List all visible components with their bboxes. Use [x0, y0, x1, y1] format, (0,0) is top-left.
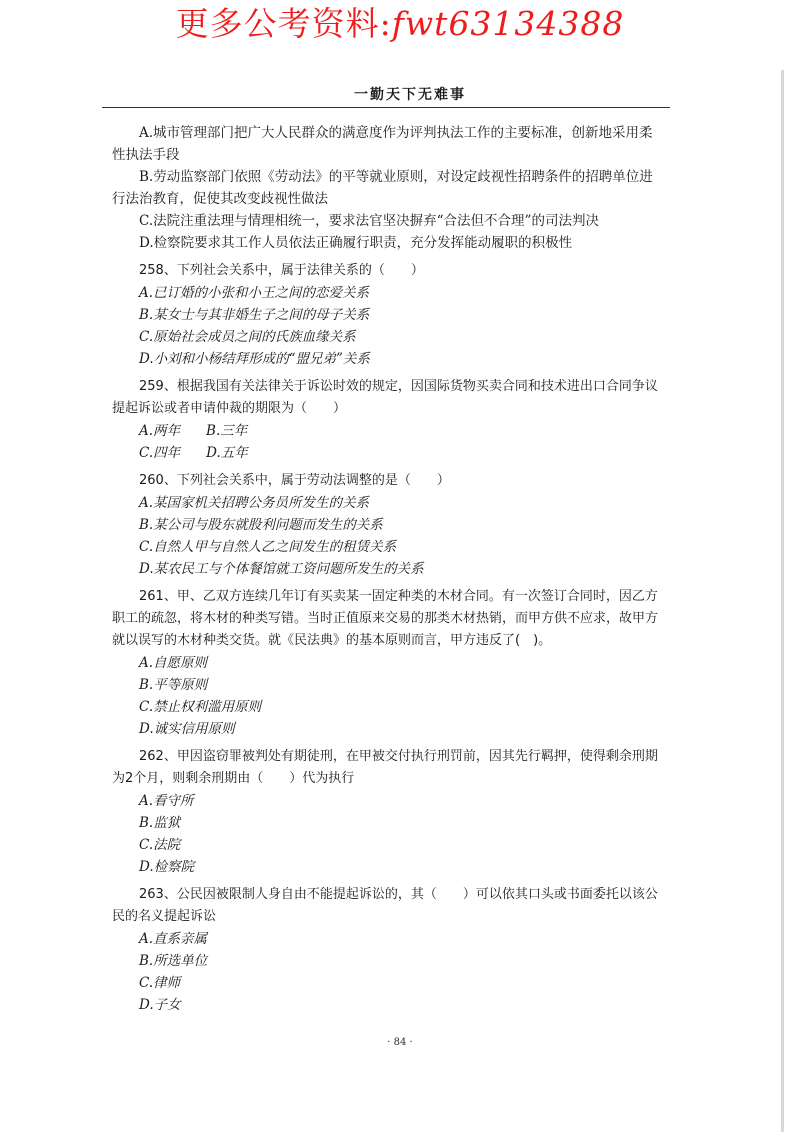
question-stem: 261、甲、乙双方连续几年订有买卖某一固定种类的木材合同。有一次签订合同时，因乙方职工的疏忽，将木材的种类写错。当时正值原来交易的那类木材热销，而甲方供不应求，故甲方就以误写的木材种类交货。就《民法典》的基本原则而言，甲方违反了( )。 [112, 589, 659, 648]
question-260 [112, 470, 660, 580]
header-divider [102, 107, 670, 108]
option-b: B.三年 [206, 423, 248, 439]
option-c: C.自然人甲与自然人乙之间发生的租赁关系 [139, 539, 397, 555]
question-259 [112, 376, 660, 464]
option-a: A.某国家机关招聘公务员所发生的关系 [139, 495, 370, 511]
banner-contact: fwt63134388 [391, 4, 625, 43]
option-row [112, 420, 660, 442]
question-stem: 262、甲因盗窃罪被判处有期徒刑，在甲被交付执行刑罚前，因其先行羁押，使得剩余刑期为2个月，则剩余刑期由（ ）代为执行 [112, 749, 658, 786]
option-a: A.看守所 [139, 793, 194, 809]
question-261 [112, 586, 660, 740]
question-262 [112, 746, 660, 878]
page-header-title: 一勤天下无难事 [354, 87, 466, 103]
promo-banner [0, 2, 800, 46]
option-b: B.平等原则 [139, 677, 208, 693]
question-258 [112, 260, 660, 370]
option-a: A.自愿原则 [139, 655, 208, 671]
question-stem: 260、下列社会关系中，属于劳动法调整的是（ ） [139, 473, 450, 488]
option-c: C.律师 [139, 975, 181, 991]
question-stem: 258、下列社会关系中，属于法律关系的（ ） [139, 263, 424, 278]
option-d: D.子女 [139, 997, 181, 1013]
option-c: C.原始社会成员之间的氏族血缘关系 [139, 329, 356, 345]
option-continued-c: C.法院注重法理与情理相统一，要求法官坚决摒弃“合法但不合理”的司法判决 [139, 213, 599, 229]
option-a: A.已订婚的小张和小王之间的恋爱关系 [139, 285, 370, 301]
option-b: B.所选单位 [139, 953, 208, 969]
option-d: D.检察院 [139, 859, 195, 875]
option-c: C.四年 [139, 445, 181, 461]
scan-spine-shadow [781, 70, 784, 1132]
question-263 [112, 884, 660, 1016]
question-stem: 263、公民因被限制人身自由不能提起诉讼的，其（ ）可以依其口头或书面委托以该公民的名义提起诉讼 [112, 887, 658, 924]
option-d: D.某农民工与个体餐馆就工资问题所发生的关系 [139, 561, 424, 577]
page-content [112, 122, 660, 1016]
question-stem: 259、根据我国有关法律关于诉讼时效的规定，因国际货物买卖合同和技术进出口合同争议提起诉讼或者申请仲裁的期限为（ ） [112, 379, 658, 416]
option-continued-d: D.检察院要求其工作人员依法正确履行职责，充分发挥能动履职的积极性 [139, 235, 573, 251]
option-row [112, 442, 660, 464]
option-d: D.小刘和小杨结拜形成的“盟兄弟”关系 [139, 351, 370, 367]
option-a: A.直系亲属 [139, 931, 208, 947]
option-c: C.禁止权利滥用原则 [139, 699, 262, 715]
option-c: C.法院 [139, 837, 181, 853]
option-d: D.五年 [206, 445, 248, 461]
option-continued-a: A.城市管理部门把广大人民群众的满意度作为评判执法工作的主要标准，创新地采用柔性执法手段 [112, 125, 653, 163]
option-continued-b: B.劳动监察部门依照《劳动法》的平等就业原则，对设定歧视性招聘条件的招聘单位进行法治教育，促使其改变歧视性做法 [112, 169, 653, 207]
option-d: D.诚实信用原则 [139, 721, 235, 737]
option-b: B.某公司与股东就股利问题而发生的关系 [139, 517, 383, 533]
option-a: A.两年 [139, 423, 181, 439]
option-b: B.监狱 [139, 815, 181, 831]
option-b: B.某女士与其非婚生子之间的母子关系 [139, 307, 370, 323]
banner-text: 更多公考资料: [175, 4, 392, 43]
page-number: · 84 · [387, 1037, 413, 1048]
